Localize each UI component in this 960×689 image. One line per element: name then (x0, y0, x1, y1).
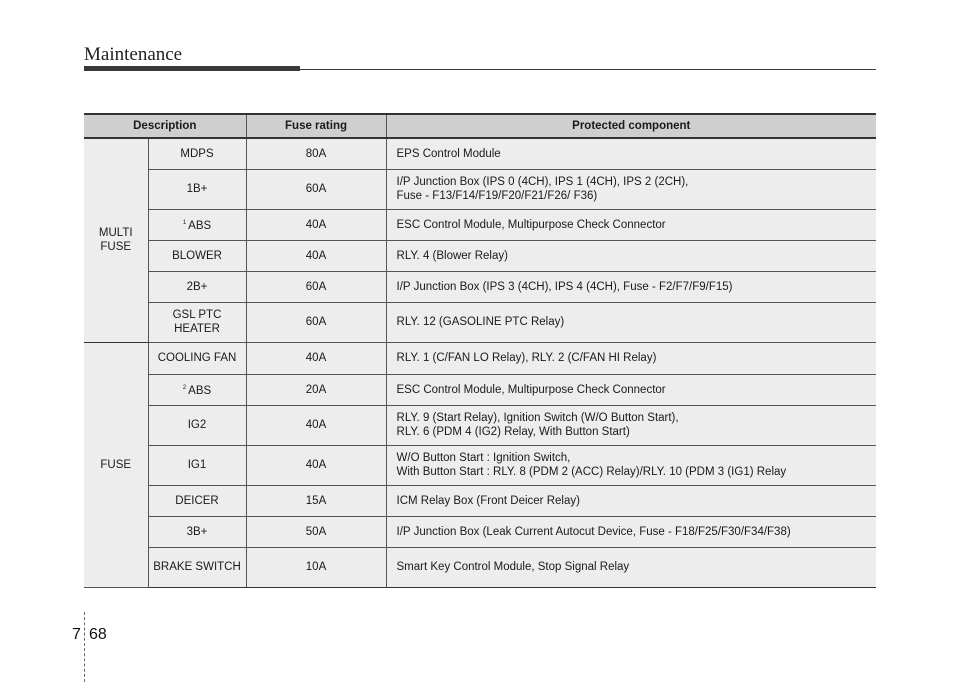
description-text: IG2 (187, 419, 207, 431)
row-description (148, 302, 246, 342)
row-fuse-rating: 60A (246, 169, 386, 209)
row-protected-component: RLY. 9 (Start Relay), Ignition Switch (W/O Button Start), RLY. 6 (PDM 4 (IG2) Relay, With Button Start) (386, 405, 876, 445)
row-fuse-rating: 15A (246, 485, 386, 516)
row-fuse-rating: 40A (246, 342, 386, 374)
row-fuse-rating: 50A (246, 516, 386, 547)
fuse-table (84, 113, 876, 588)
row-description (148, 342, 246, 374)
row-protected-component: ESC Control Module, Multipurpose Check Connector (386, 209, 876, 240)
row-description (148, 271, 246, 302)
description-text: 1B+ (186, 183, 208, 195)
row-fuse-rating: 40A (246, 445, 386, 485)
description-text: COOLING FAN (157, 352, 237, 364)
description-text: 2B+ (186, 280, 208, 293)
description-text: ABS (188, 385, 212, 397)
group-label: MULTI FUSE (84, 138, 148, 342)
header-rule-thick (84, 66, 300, 71)
table-row (84, 138, 876, 169)
footnote-marker: 2 (182, 385, 187, 391)
description-text: BRAKE SWITCH (153, 561, 241, 573)
table-body (84, 138, 876, 587)
row-protected-component: EPS Control Module (386, 138, 876, 169)
table-row (84, 547, 876, 587)
description-text: GSL PTC HEATER (172, 309, 222, 335)
table-row (84, 405, 876, 445)
table-row (84, 271, 876, 302)
description-text: IG1 (187, 459, 207, 471)
row-protected-component: ICM Relay Box (Front Deicer Relay) (386, 485, 876, 516)
row-fuse-rating: 20A (246, 374, 386, 405)
row-description (148, 405, 246, 445)
row-protected-component: Smart Key Control Module, Stop Signal Relay (386, 547, 876, 587)
table-row (84, 209, 876, 240)
description-text: MDPS (180, 147, 214, 160)
row-description (148, 445, 246, 485)
column-header-description: Description (84, 114, 246, 138)
row-description (148, 516, 246, 547)
row-description (148, 240, 246, 271)
row-description (148, 138, 246, 169)
row-protected-component: RLY. 1 (C/FAN LO Relay), RLY. 2 (C/FAN HI Relay) (386, 342, 876, 374)
table-row (84, 342, 876, 374)
page-number-divider (84, 612, 85, 682)
row-fuse-rating: 40A (246, 405, 386, 445)
footnote-marker: 1 (182, 220, 187, 226)
row-fuse-rating: 80A (246, 138, 386, 169)
row-description (148, 485, 246, 516)
row-fuse-rating: 40A (246, 240, 386, 271)
table-row (84, 169, 876, 209)
row-description (148, 374, 246, 405)
row-protected-component: I/P Junction Box (IPS 0 (4CH), IPS 1 (4CH), IPS 2 (2CH), Fuse - F13/F14/F19/F20/F21/F26/ F36) (386, 169, 876, 209)
description-text: BLOWER (172, 249, 222, 262)
row-fuse-rating: 10A (246, 547, 386, 587)
column-header-protected-component: Protected component (386, 114, 876, 138)
page-title: Maintenance (84, 44, 183, 65)
description-text: DEICER (175, 494, 219, 507)
table-row (84, 240, 876, 271)
row-description (148, 209, 246, 240)
table-row (84, 445, 876, 485)
row-protected-component: ESC Control Module, Multipurpose Check Connector (386, 374, 876, 405)
row-description (148, 547, 246, 587)
table-row (84, 374, 876, 405)
table-row (84, 485, 876, 516)
table-header-row (84, 114, 876, 138)
row-protected-component: I/P Junction Box (Leak Current Autocut Device, Fuse - F18/F25/F30/F34/F38) (386, 516, 876, 547)
row-protected-component: I/P Junction Box (IPS 3 (4CH), IPS 4 (4CH), Fuse - F2/F7/F9/F15) (386, 271, 876, 302)
row-fuse-rating: 40A (246, 209, 386, 240)
column-header-fuse-rating: Fuse rating (246, 114, 386, 138)
row-fuse-rating: 60A (246, 271, 386, 302)
section-number: 7 (72, 626, 81, 643)
row-description (148, 169, 246, 209)
row-fuse-rating: 60A (246, 302, 386, 342)
row-protected-component: W/O Button Start : Ignition Switch, With Button Start : RLY. 8 (PDM 2 (ACC) Relay)/RLY. 10 (PDM 3 (IG1) Relay (386, 445, 876, 485)
page-number: 68 (89, 626, 107, 643)
description-text: ABS (188, 220, 212, 232)
header-rule-thin (300, 69, 876, 70)
description-text: 3B+ (186, 525, 208, 538)
row-protected-component: RLY. 4 (Blower Relay) (386, 240, 876, 271)
table-row (84, 302, 876, 342)
group-label: FUSE (84, 342, 148, 587)
table-row (84, 516, 876, 547)
row-protected-component: RLY. 12 (GASOLINE PTC Relay) (386, 302, 876, 342)
